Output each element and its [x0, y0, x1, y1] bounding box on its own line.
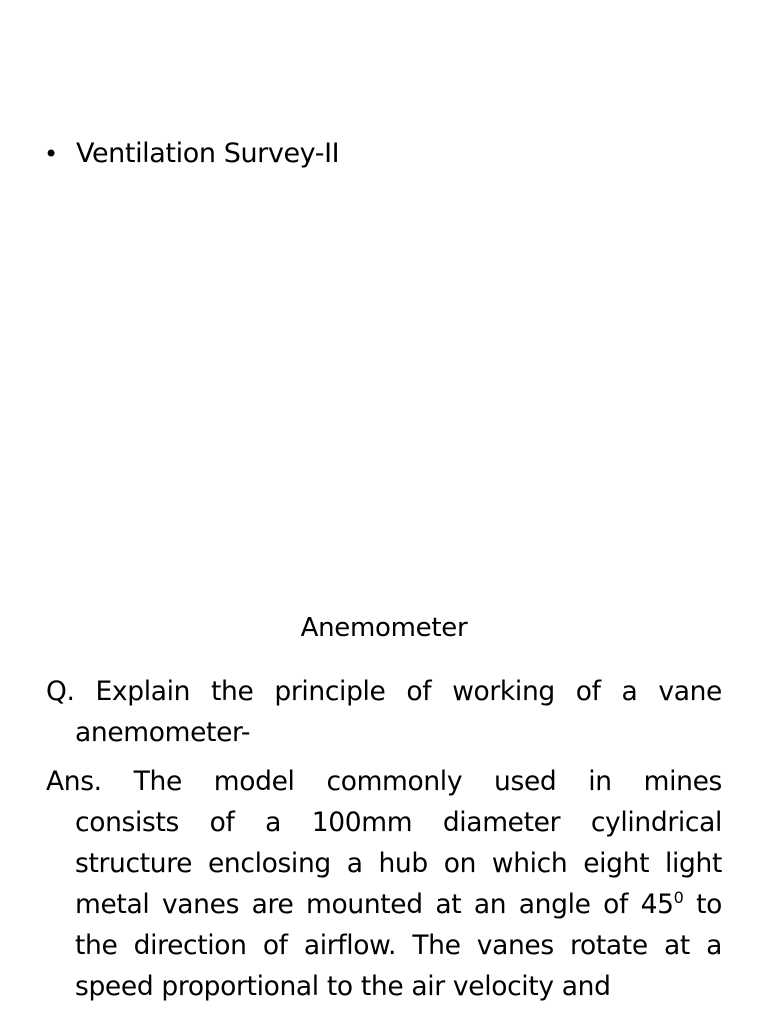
slide-content-section	[0, 512, 768, 1024]
question-paragraph	[46, 671, 722, 753]
answer-line: consists of a 100mm diameter cylindrical	[75, 807, 722, 838]
answer-line: structure enclosing a hub on which eight light	[75, 848, 722, 879]
answer-line: the direction of airflow. The vanes rotate at a	[75, 930, 722, 961]
answer-line-angle	[46, 884, 722, 925]
answer-line: speed proportional to the air velocity and	[75, 971, 611, 1002]
answer-line-suffix: to	[683, 889, 722, 920]
bullet-icon: •	[44, 140, 58, 168]
answer-line-text: metal vanes are mounted at an angle of 45	[75, 889, 674, 920]
answer-line: Ans. The model commonly used in mines	[46, 766, 722, 797]
angle-superscript: 0	[673, 888, 684, 907]
bullet-text: Ventilation Survey-II	[76, 138, 340, 169]
question-line: anemometer-	[75, 717, 251, 748]
page-title: Anemometer	[300, 613, 468, 643]
bullet-item	[44, 138, 339, 169]
answer-paragraph	[46, 761, 722, 1007]
question-line: Q. Explain the principle of working of a vane	[46, 676, 722, 707]
